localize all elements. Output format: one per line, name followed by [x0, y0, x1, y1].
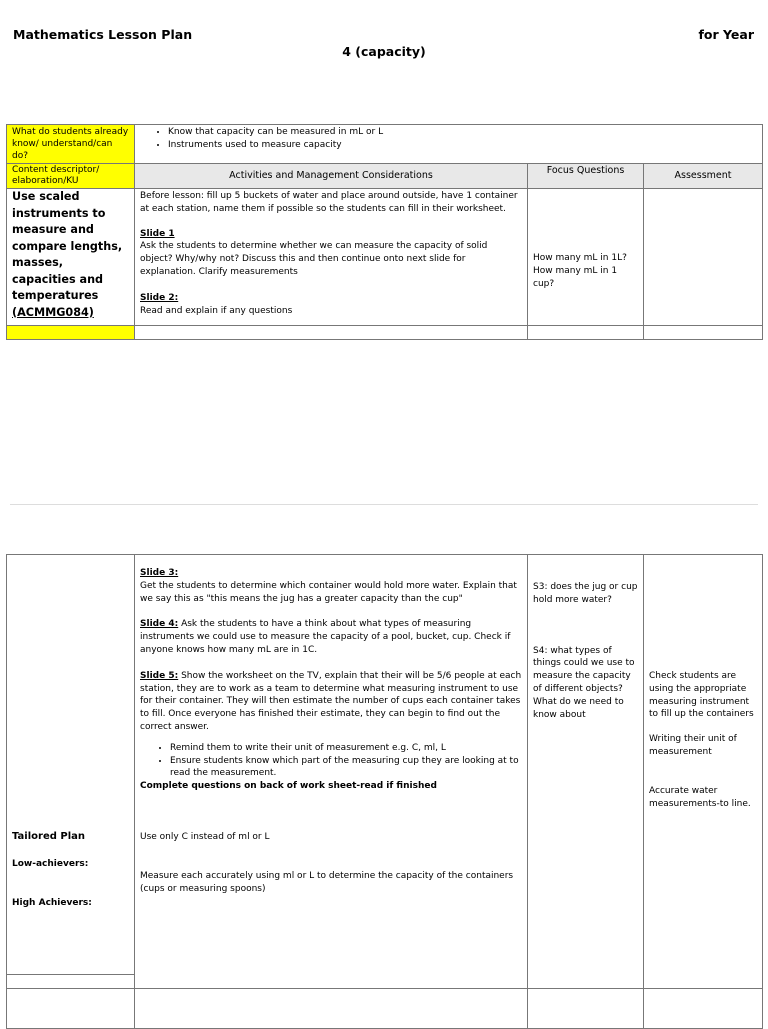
slide-2-text: Read and explain if any questions: [140, 305, 293, 316]
tailored-plan-label: Tailored Plan: [12, 831, 85, 842]
focus-questions-cell-2: [528, 555, 644, 989]
slide-5-title: Slide 5:: [140, 670, 179, 681]
slide-5-paragraph: [140, 670, 522, 734]
slide-2-title: Slide 2:: [140, 292, 179, 303]
content-descriptor: [7, 189, 135, 326]
yellow-spacer-cell: [7, 326, 135, 340]
column-header-focus: Focus Questions: [528, 164, 644, 189]
document-title: Mathematics Lesson Plan: [13, 27, 193, 42]
prior-knowledge-list: [140, 126, 757, 152]
assessment-cell-2: [644, 555, 763, 989]
list-item: • Instruments used to measure capacity: [168, 139, 757, 152]
high-achievers-label: High Achievers:: [12, 897, 92, 908]
empty-cell: [7, 989, 135, 1029]
slide-4-title: Slide 4:: [140, 619, 179, 630]
column-header-activities: Activities and Management Considerations: [135, 164, 528, 189]
prior-knowledge-label: What do students already know/ understand/can do?: [7, 125, 135, 164]
focus-question-text: How many mL in 1L? How many mL in 1 cup?: [533, 253, 627, 289]
empty-cell: [135, 326, 528, 340]
assessment-cell: [644, 189, 763, 326]
empty-cell: [528, 326, 644, 340]
empty-cell: [528, 989, 644, 1029]
assessment-item-3: Accurate water measurements-to line.: [649, 785, 751, 809]
tailored-plan-cell: [7, 555, 135, 975]
slide-1-text: Ask the students to determine whether we can measure the capacity of solid object? Why/why not? Discuss this and then continue onto next slide for explanation. Clarify measurements: [140, 241, 488, 277]
low-achievers-label: Low-achievers:: [12, 858, 89, 869]
assessment-item-2: Writing their unit of measurement: [649, 734, 737, 757]
lesson-topic: 4 (capacity): [342, 44, 426, 59]
focus-questions-cell: [528, 189, 644, 326]
slide-3-title: Slide 3:: [140, 568, 179, 578]
prior-knowledge-cell: [135, 125, 763, 164]
slide-3-text: Get the students to determine which container would hold more water. Explain that we say this as "this means the jug has a greater capacity than the cup": [140, 580, 517, 604]
activities-cell: [135, 189, 528, 326]
empty-cell: [135, 989, 528, 1029]
lesson-table-2: [6, 554, 763, 1029]
empty-cell: [644, 326, 763, 340]
focus-question-s3: S3: does the jug or cup hold more water?: [533, 582, 638, 605]
empty-cell: [7, 975, 135, 989]
empty-cell: [644, 989, 763, 1029]
list-item: • Remind them to write their unit of measurement e.g. C, ml, L: [170, 742, 522, 755]
slide-4-text: Ask the students to have a think about what types of measuring instruments we could use to measure the capacity of a pool, bucket, cup. Check if anyone knows how many mL are in 1C.: [140, 619, 511, 655]
complete-questions-note: Complete questions on back of work sheet-read if finished: [140, 781, 437, 792]
page-divider: [10, 504, 758, 505]
slide-5-text: Show the worksheet on the TV, explain that their will be 5/6 people at each station, they are to work as a team to determine what measuring instrument to use for their container. They will then estimate the number of cups each container takes to fill. Once everyone has finished their estimate, they can begin to find out the correct answer.: [140, 670, 522, 732]
descriptor-code: (ACMMG084): [12, 305, 94, 319]
content-descriptor-label: Content descriptor/ elaboration/KU: [7, 164, 135, 189]
slide-1-title: Slide 1: [140, 228, 175, 239]
low-achievers-text: Use only C instead of ml or L: [140, 831, 270, 842]
lesson-table-1: [6, 124, 763, 340]
high-achievers-text: Measure each accurately using ml or L to determine the capacity of the containers (cups or measuring spoons): [140, 870, 514, 894]
focus-question-s4: S4: what types of things could we use to measure the capacity of different objects? What do we need to know about: [533, 645, 635, 720]
slide-4-paragraph: [140, 618, 522, 656]
before-lesson-text: Before lesson: fill up 5 buckets of water and place around outside, have 1 container at each station, name them if possible so the students can fill in their worksheet.: [140, 191, 518, 214]
year-label: for Year: [698, 27, 754, 42]
activities-cell-2: [135, 555, 528, 989]
list-item: • Know that capacity can be measured in mL or L: [168, 126, 757, 139]
assessment-item-1: Check students are using the appropriate measuring instrument to fill up the containers: [649, 671, 754, 720]
column-header-assessment: Assessment: [644, 164, 763, 189]
reminder-list: [140, 742, 522, 780]
list-item: • Ensure students know which part of the measuring cup they are looking at to read the measurement.: [170, 755, 522, 781]
descriptor-text: Use scaled instruments to measure and compare lengths, masses, capacities and temperatures: [12, 190, 123, 302]
